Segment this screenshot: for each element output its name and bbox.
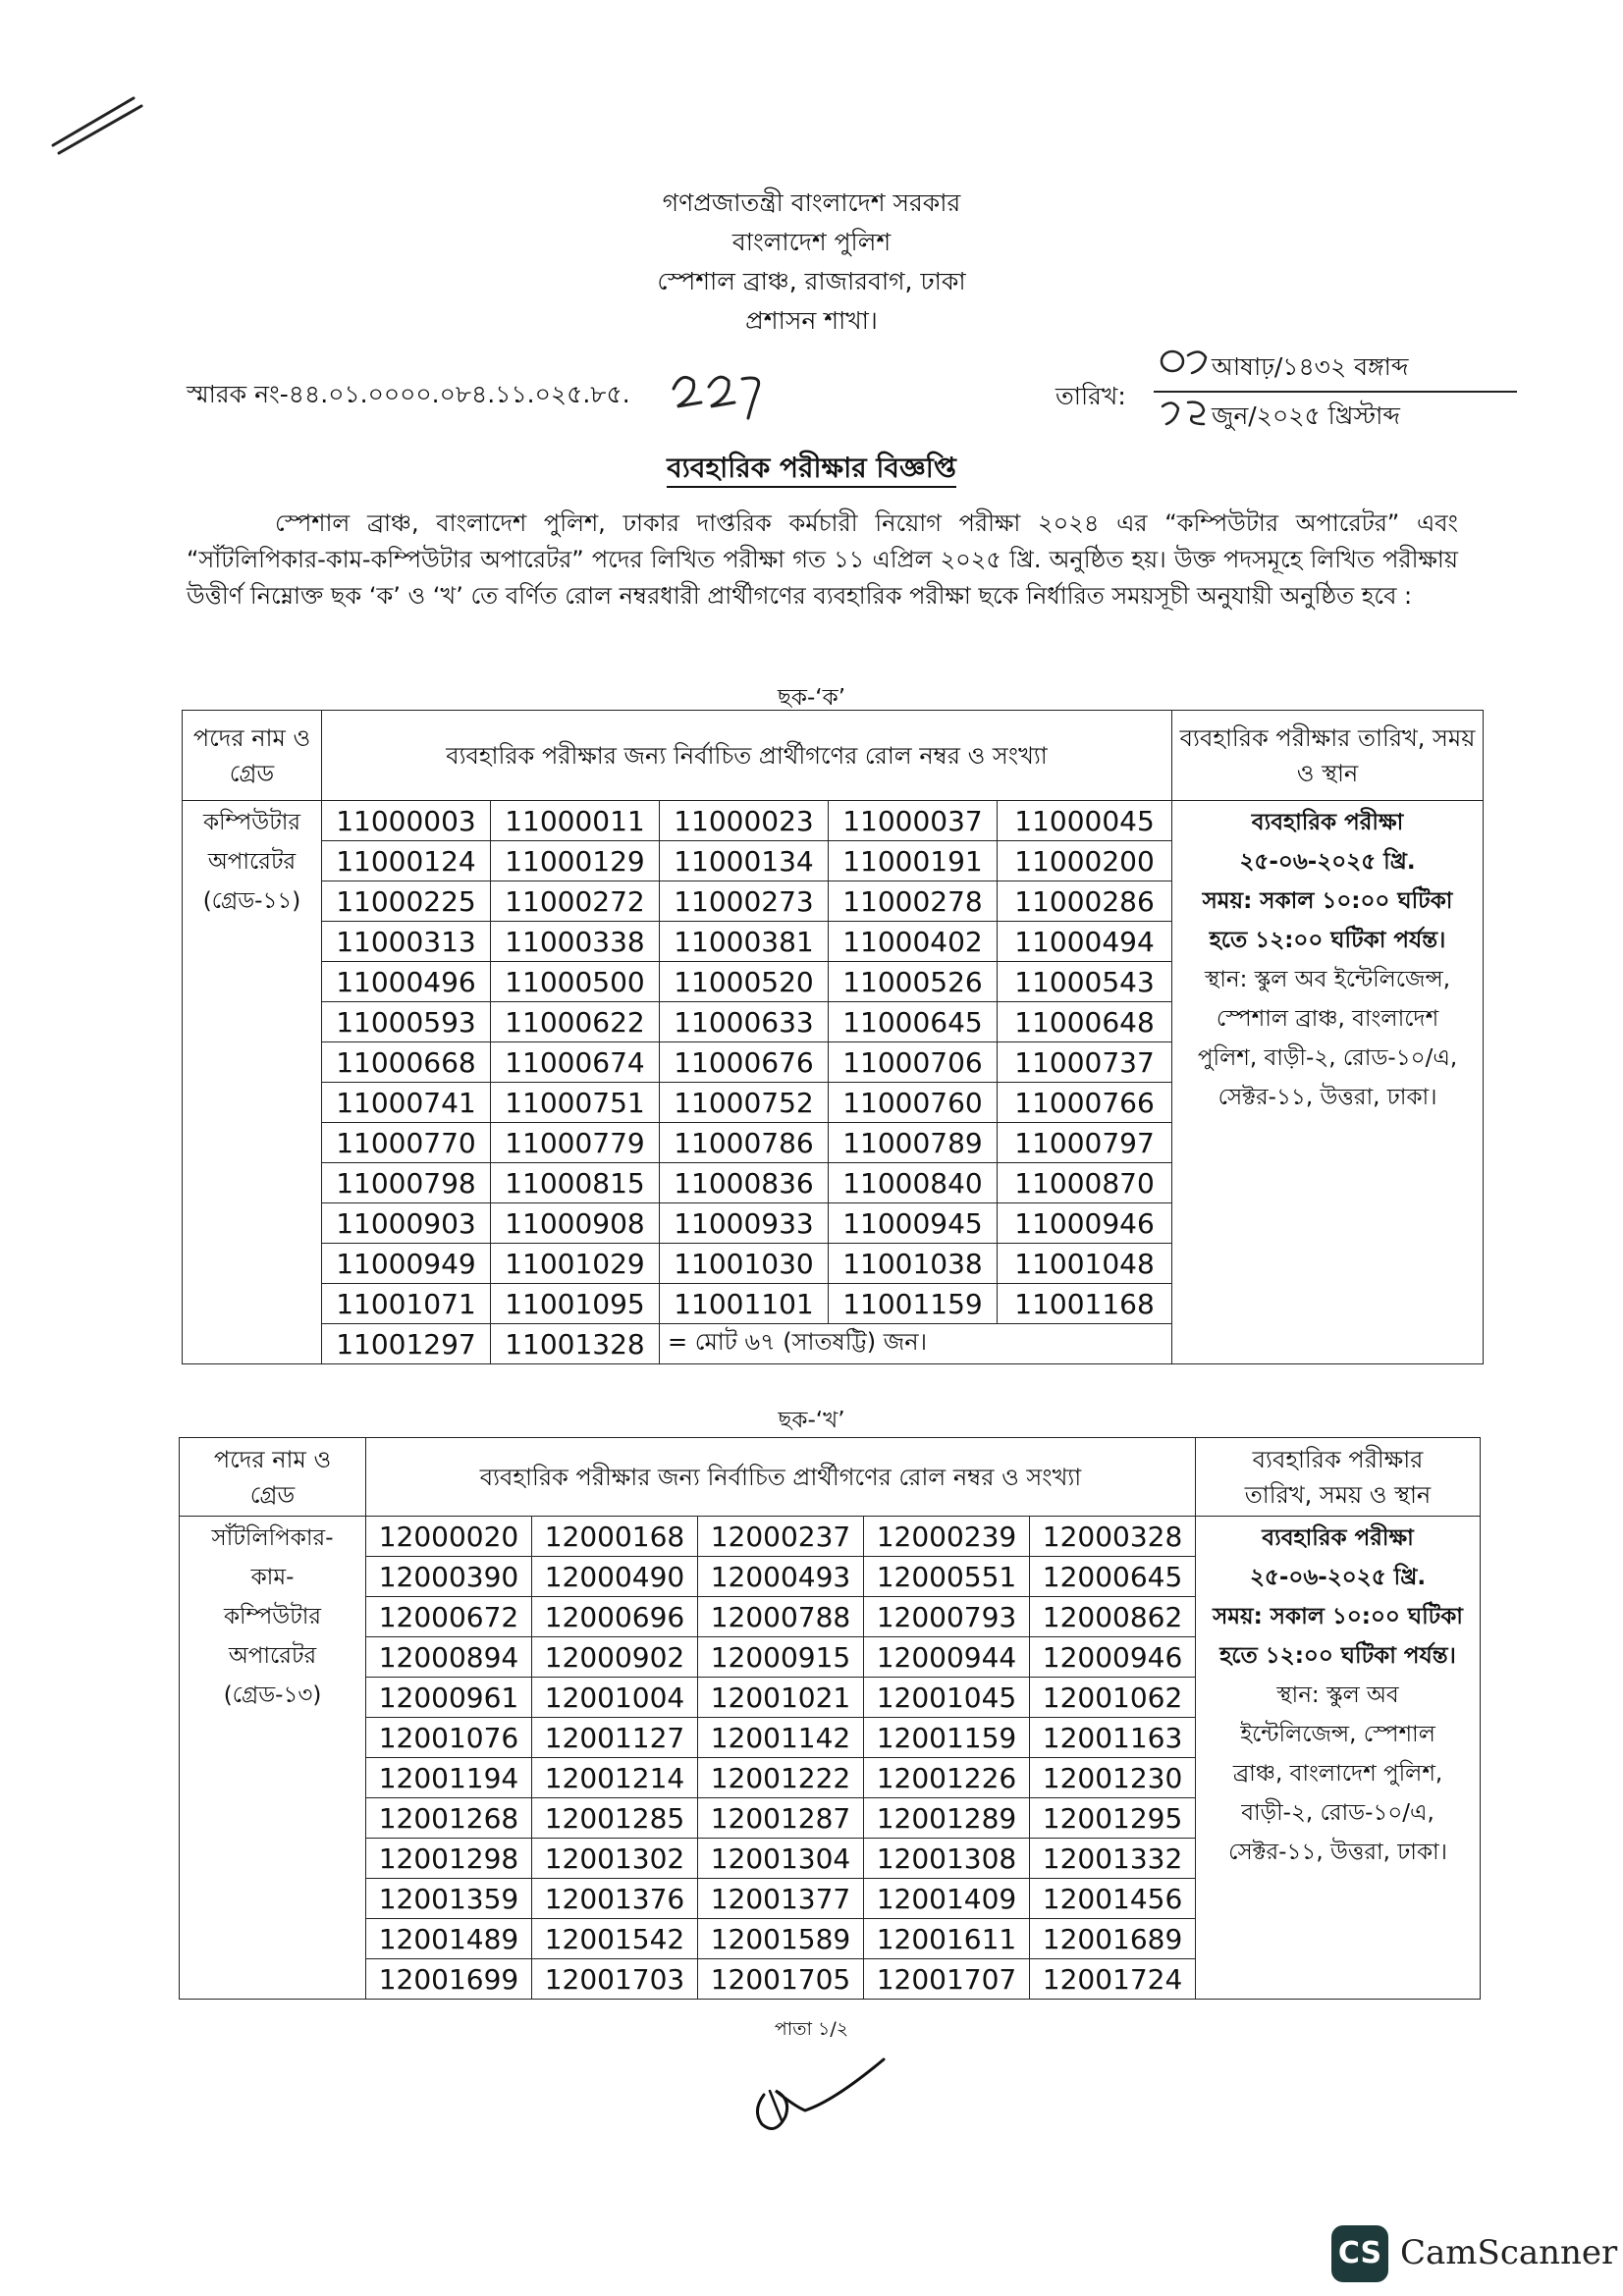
roll-number: 11000129 [491,841,660,881]
roll-number: 11000815 [491,1163,660,1203]
roll-number: 11000676 [660,1042,829,1083]
exam-info-cell [1172,801,1484,1364]
post-name-line: (গ্রেড-১৩) [223,1682,322,1708]
post-name-line: কম্পিউটার [202,810,301,835]
roll-number: 11000648 [998,1002,1172,1042]
post-name-line: কাম- [250,1565,295,1590]
roll-number: 12000788 [698,1597,864,1637]
roll-number: 11000798 [322,1163,491,1203]
roll-number: 11000500 [491,962,660,1002]
roll-number: 11000633 [660,1002,829,1042]
table-row [183,801,1484,841]
roll-number: 12000862 [1030,1597,1196,1637]
roll-number: 12001705 [698,1959,864,2000]
english-date-rest: জুন/২০২৫ খ্রিস্টাব্দ [1212,401,1400,430]
roll-number: 11000037 [829,801,998,841]
roll-number: 11000645 [829,1002,998,1042]
roll-number: 11001297 [322,1324,491,1364]
memo-label: স্মারক নং-৪৪.০১.০০০০.০৮৪.১১.০২৫.৮৫. [187,380,630,408]
roll-number: 12001689 [1030,1919,1196,1959]
roll-number: 12000551 [864,1557,1030,1597]
roll-number: 11000520 [660,962,829,1002]
roll-number: 11000770 [322,1123,491,1163]
col-header-info: ব্যবহারিক পরীক্ষার তারিখ, সময় ও স্থান [1172,711,1484,801]
exam-info-line: ইন্টেলিজেন্স, স্পেশাল [1240,1722,1435,1747]
roll-number: 11000045 [998,801,1172,841]
signature [746,2052,893,2140]
roll-number: 12001076 [366,1718,532,1758]
roll-number: 12001021 [698,1678,864,1718]
roll-number: 12001214 [532,1758,698,1798]
roll-number: 12001142 [698,1718,864,1758]
exam-info-line: সেক্টর-১১, উত্তরা, ঢাকা। [1217,1085,1437,1110]
page-number: পাতা ১/২ [774,2018,849,2040]
roll-number: 11000779 [491,1123,660,1163]
total-count: = মোট ৬৭ (সাতষট্টি) জন। [660,1324,1172,1364]
post-name-line: অপারেটর [228,1643,317,1669]
roll-number: 12000645 [1030,1557,1196,1597]
roll-number: 11000023 [660,801,829,841]
col-header-post: পদের নাম ও গ্রেড [183,711,322,801]
post-name-line: সাঁটলিপিকার- [211,1525,334,1551]
roll-number: 11000273 [660,881,829,922]
table-kha-caption: ছক-‘খ’ [778,1408,845,1433]
exam-info-line: ব্রাঞ্চ, বাংলাদেশ পুলিশ, [1232,1761,1443,1787]
post-name-line: কম্পিউটার [223,1604,322,1629]
roll-number: 12001377 [698,1879,864,1919]
exam-info-line: স্থান: স্কুল অব ইন্টেলিজেন্স, [1205,967,1451,992]
bengali-date-rest: আষাঢ়/১৪৩২ বঙ্গাব্দ [1212,352,1409,381]
roll-number: 12001724 [1030,1959,1196,2000]
roll-number: 12001611 [864,1919,1030,1959]
exam-info-line: ব্যবহারিক পরীক্ষা [1251,810,1404,835]
branch-name: স্পেশাল ব্রাঞ্চ, রাজারবাগ, ঢাকা [657,267,966,295]
roll-number: 11000381 [660,922,829,962]
roll-number: 11001071 [322,1284,491,1324]
camscanner-logo: CS [1331,2225,1388,2282]
roll-number: 12000915 [698,1637,864,1678]
roll-number: 12001332 [1030,1839,1196,1879]
notice-title: ব্যবহারিক পরীক্ষার বিজ্ঞপ্তি [0,447,1623,493]
exam-info-line: সময়: সকাল ১০:০০ ঘটিকা [1213,1604,1463,1629]
handwritten-english-day [1159,395,1214,428]
roll-number: 12001308 [864,1839,1030,1879]
roll-number: 11000945 [829,1203,998,1244]
roll-number: 12001285 [532,1798,698,1839]
roll-number: 12001163 [1030,1718,1196,1758]
roll-number: 12001703 [532,1959,698,2000]
camscanner-name: CamScanner [1400,2233,1618,2272]
roll-number: 12000168 [532,1517,698,1557]
roll-number: 12000946 [1030,1637,1196,1678]
roll-number: 12001226 [864,1758,1030,1798]
roll-number: 12001194 [366,1758,532,1798]
date-label: তারিখ: [1055,382,1126,410]
table-ka [182,710,1484,1364]
roll-number: 12000793 [864,1597,1030,1637]
roll-number: 11000797 [998,1123,1172,1163]
roll-number: 12000902 [532,1637,698,1678]
roll-number: 11001030 [660,1244,829,1284]
roll-number: 11000737 [998,1042,1172,1083]
roll-number: 11000225 [322,881,491,922]
roll-number: 11001048 [998,1244,1172,1284]
exam-info-line: হতে ১২:০০ ঘটিকা পর্যন্ত। [1209,928,1446,953]
roll-number: 11000741 [322,1083,491,1123]
roll-number: 11000494 [998,922,1172,962]
roll-number: 12000328 [1030,1517,1196,1557]
roll-number: 11000402 [829,922,998,962]
roll-number: 11001101 [660,1284,829,1324]
exam-info-line: স্পেশাল ব্রাঞ্চ, বাংলাদেশ [1216,1006,1439,1032]
roll-number: 12001268 [366,1798,532,1839]
roll-number: 11000752 [660,1083,829,1123]
roll-number: 12001456 [1030,1879,1196,1919]
handwritten-memo-number [668,363,776,422]
table-row [180,1517,1481,1557]
exam-info-line: পুলিশ, বাড়ী-২, রোড-১০/এ, [1197,1045,1458,1071]
roll-number: 11000011 [491,801,660,841]
roll-number: 12001127 [532,1718,698,1758]
memo-number [187,375,630,417]
exam-info-line: সময়: সকাল ১০:০০ ঘটিকা [1202,888,1453,914]
table-kha [179,1437,1481,2000]
roll-number: 11000836 [660,1163,829,1203]
camscanner-watermark [1331,2225,1618,2272]
post-name-cell [183,801,322,1364]
roll-number: 11001095 [491,1284,660,1324]
roll-number: 11000840 [829,1163,998,1203]
roll-number: 11000272 [491,881,660,922]
roll-number: 12001222 [698,1758,864,1798]
roll-number: 12000490 [532,1557,698,1597]
exam-info-line: বাড়ী-২, রোড-১০/এ, [1241,1800,1434,1826]
exam-info-line: ব্যবহারিক পরীক্ষা [1262,1525,1414,1551]
roll-number: 12001699 [366,1959,532,2000]
roll-number: 11001038 [829,1244,998,1284]
roll-number: 12001230 [1030,1758,1196,1798]
exam-info-line: স্থান: স্কুল অব [1276,1682,1399,1708]
exam-info-line: হতে ১২:০০ ঘটিকা পর্যন্ত। [1219,1643,1456,1669]
roll-number: 12001062 [1030,1678,1196,1718]
roll-number: 12001376 [532,1879,698,1919]
roll-number: 11000903 [322,1203,491,1244]
roll-number: 11000751 [491,1083,660,1123]
exam-info-cell [1196,1517,1481,2000]
roll-number: 11000870 [998,1163,1172,1203]
police-name: বাংলাদেশ পুলিশ [731,228,892,256]
roll-number: 12001302 [532,1839,698,1879]
roll-number: 11000706 [829,1042,998,1083]
roll-number: 12000390 [366,1557,532,1597]
roll-number: 12001489 [366,1919,532,1959]
roll-number: 11000593 [322,1002,491,1042]
roll-number: 12001707 [864,1959,1030,2000]
exam-info-line: ২৫-০৬-২০২৫ খ্রি. [1249,1565,1427,1590]
roll-number: 12001045 [864,1678,1030,1718]
date-divider [1154,391,1517,393]
roll-number: 11000933 [660,1203,829,1244]
col-header-rolls: ব্যবহারিক পরীক্ষার জন্য নির্বাচিত প্রার্থীগণের রোল নম্বর ও সংখ্যা [366,1438,1196,1517]
roll-number: 12001159 [864,1718,1030,1758]
roll-number: 12001298 [366,1839,532,1879]
roll-number: 11000543 [998,962,1172,1002]
post-name-line: অপারেটর [207,849,297,875]
roll-number: 11000622 [491,1002,660,1042]
roll-number: 11000789 [829,1123,998,1163]
roll-number: 12000020 [366,1517,532,1557]
roll-number: 12000944 [864,1637,1030,1678]
roll-number: 11000278 [829,881,998,922]
roll-number: 11000946 [998,1203,1172,1244]
table-ka-caption: ছক-‘ক’ [777,685,846,711]
roll-number: 11000286 [998,881,1172,922]
roll-number: 12001359 [366,1879,532,1919]
roll-number: 11000338 [491,922,660,962]
roll-number: 12001542 [532,1919,698,1959]
roll-number: 12000696 [532,1597,698,1637]
section-name: প্রশাসন শাখা। [745,306,878,335]
roll-number: 11000003 [322,801,491,841]
roll-number: 12001295 [1030,1798,1196,1839]
roll-number: 12000961 [366,1678,532,1718]
roll-number: 12000239 [864,1517,1030,1557]
roll-number: 11000674 [491,1042,660,1083]
roll-number: 12000894 [366,1637,532,1678]
handwritten-bengali-day [1159,344,1214,377]
post-name-line: (গ্রেড-১১) [202,888,301,914]
roll-number: 11000766 [998,1083,1172,1123]
roll-number: 11001029 [491,1244,660,1284]
col-header-rolls: ব্যবহারিক পরীক্ষার জন্য নির্বাচিত প্রার্থীগণের রোল নম্বর ও সংখ্যা [322,711,1172,801]
roll-number: 12000493 [698,1557,864,1597]
roll-number: 11001168 [998,1284,1172,1324]
roll-number: 11000496 [322,962,491,1002]
roll-number: 12000672 [366,1597,532,1637]
roll-number: 11000526 [829,962,998,1002]
roll-number: 11000786 [660,1123,829,1163]
col-header-info: ব্যবহারিক পরীক্ষার তারিখ, সময় ও স্থান [1196,1438,1481,1517]
roll-number: 12001289 [864,1798,1030,1839]
roll-number: 12001304 [698,1839,864,1879]
roll-number: 12000237 [698,1517,864,1557]
roll-number: 11000124 [322,841,491,881]
roll-number: 12001589 [698,1919,864,1959]
col-header-post: পদের নাম ও গ্রেড [180,1438,366,1517]
roll-number: 11000313 [322,922,491,962]
roll-number: 11001328 [491,1324,660,1364]
exam-info-line: ২৫-০৬-২০২৫ খ্রি. [1239,849,1416,875]
handwritten-mark [47,88,155,157]
roll-number: 11000668 [322,1042,491,1083]
post-name-cell [180,1517,366,2000]
roll-number: 11000200 [998,841,1172,881]
roll-number: 11001159 [829,1284,998,1324]
govt-name: গণপ্রজাতন্ত্রী বাংলাদেশ সরকার [662,188,961,217]
roll-number: 11000134 [660,841,829,881]
roll-number: 12001409 [864,1879,1030,1919]
notice-body: স্পেশাল ব্রাঞ্চ, বাংলাদেশ পুলিশ, ঢাকার দাপ্তরিক কর্মচারী নিয়োগ পরীক্ষা ২০২৪ এর “কম্পিউটার অপারেটর” এবং “সাঁটলিপিকার-কাম-কম্পিউটার অপারেটর” পদের লিখিত পরীক্ষা গত ১১ এপ্রিল ২০২৫ খ্রি. অনুষ্ঠিত হয়। উক্ত পদসমূহে লিখিত পরীক্ষায় উত্তীর্ণ নিম্নোক্ত ছক ‘ক’ ও ‘খ’ তে বর্ণিত রোল নম্বরধারী প্রার্থীগণের ব্যবহারিক পরীক্ষা ছকে নির্ধারিত সময়সূচী অনুযায়ী অনুষ্ঠিত হবে : [187,509,1458,610]
roll-number: 11000949 [322,1244,491,1284]
roll-number: 12001287 [698,1798,864,1839]
roll-number: 11000908 [491,1203,660,1244]
exam-info-line: সেক্টর-১১, উত্তরা, ঢাকা। [1228,1840,1447,1865]
roll-number: 12001004 [532,1678,698,1718]
roll-number: 11000760 [829,1083,998,1123]
roll-number: 11000191 [829,841,998,881]
